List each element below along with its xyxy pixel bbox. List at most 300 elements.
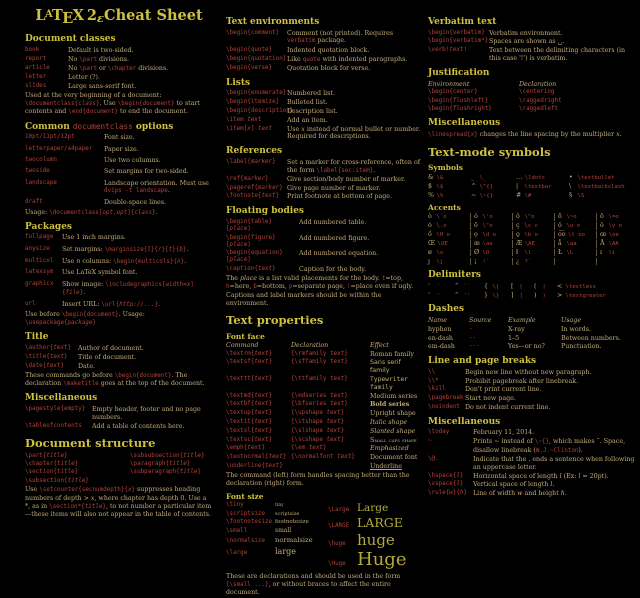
command-term: twocolumn <box>25 157 57 163</box>
column-left <box>25 0 213 520</box>
size-sample: LARGE <box>357 515 403 531</box>
command-term: letter <box>25 74 47 81</box>
symbol-command: \^o <box>524 214 535 221</box>
symbol-glyph: Å <box>600 240 605 248</box>
symbol-command: \'o <box>482 214 493 221</box>
command-desc: Don't print current line. <box>465 386 542 394</box>
symbol-command: \d o <box>482 232 496 239</box>
command-desc: Add an item. <box>287 116 328 124</box>
command-term <box>130 478 213 485</box>
symbol-command: \# <box>524 192 532 199</box>
symbol-glyph: # <box>516 191 522 199</box>
symbol-glyph: ” <box>455 291 459 299</box>
command-term: \part{title} <box>25 452 68 459</box>
command-desc: Quotation block for verse. <box>287 64 371 72</box>
symbol-glyph: ő <box>428 231 432 239</box>
symbol-cell <box>511 292 531 299</box>
symbol-cell <box>554 258 593 265</box>
section-heading: Miscellaneous <box>428 118 501 129</box>
command-term: \begin{verse} <box>226 64 273 71</box>
table-cell: \raggedright <box>519 97 562 104</box>
symbol-cell <box>596 231 635 238</box>
italic-arg: l <box>578 472 581 480</box>
inline-code: \label{sec:item} <box>316 167 374 174</box>
size-sample: scriptsize <box>275 510 300 517</box>
italic-arg: text <box>46 362 61 369</box>
symbol-command: \^{} <box>479 183 493 190</box>
command-term: \begin{description} <box>226 107 294 114</box>
symbol-cell <box>470 258 509 265</box>
symbol-glyph: } <box>484 291 489 299</box>
symbol-command: \ldots <box>524 174 546 181</box>
symbol-cell <box>470 231 509 238</box>
table-cell: hyphen <box>428 325 452 333</box>
section-heading: Dashes <box>428 304 465 315</box>
symbol-cell <box>484 292 508 299</box>
italic-arg: l <box>456 481 460 488</box>
size-sample: Large <box>357 502 389 515</box>
symbol-glyph: ) <box>534 291 537 299</box>
size-sample: huge <box>357 530 395 549</box>
command-term: \item text <box>226 116 262 123</box>
symbol-cell <box>428 283 452 290</box>
section-heading: Miscellaneous <box>428 416 501 427</box>
inline-code: \part <box>79 65 98 72</box>
command-term: report <box>25 55 47 62</box>
section-heading: Text-mode symbols <box>428 145 551 160</box>
italic-arg: l <box>559 472 562 480</box>
inline-code: W.J.~Clinton <box>535 447 579 454</box>
italic-arg: x <box>247 125 251 132</box>
symbol-command: \.o <box>436 223 447 230</box>
definition-list <box>428 30 635 63</box>
command-term: \date{text} <box>25 362 65 369</box>
font-size-left <box>226 502 320 557</box>
command-desc: Add numbered table. <box>299 218 367 226</box>
symbol-command: \"o <box>482 223 493 230</box>
command-term: \subsection{title} <box>25 477 89 484</box>
command-desc: Use two columns. <box>104 157 161 164</box>
table-header-cell: Command <box>226 341 259 349</box>
table-cell: \textit{text} <box>226 419 273 426</box>
symbol-cell <box>428 192 468 199</box>
section-heading: Accents <box>428 203 461 213</box>
symbol-command: \% <box>436 192 444 199</box>
symbol-glyph: ı <box>600 249 603 256</box>
italic-arg: text <box>254 436 269 443</box>
symbol-command: \OE <box>437 241 448 248</box>
italic-arg: x <box>90 494 95 502</box>
column-right <box>428 0 635 498</box>
italic-arg: text <box>257 125 273 132</box>
command-term: \vspace{l} <box>428 481 464 488</box>
table <box>428 317 635 351</box>
inline-code: \url{http://...} <box>101 301 159 308</box>
table-cell: Slanted shape <box>370 427 416 435</box>
table-cell: Emphasized <box>370 445 409 453</box>
inline-code: ! <box>346 284 351 291</box>
size-command: \Large <box>328 507 350 514</box>
symbol-cell <box>512 249 551 256</box>
italic-arg: text <box>247 116 262 123</box>
italic-arg: package <box>67 319 93 326</box>
italic-arg: marker <box>243 175 266 182</box>
command-term: slides <box>25 83 47 90</box>
command-term: \begin{enumerate} <box>226 90 287 97</box>
italic-arg: title <box>56 469 75 476</box>
definition-list <box>226 90 422 141</box>
command-term: \@. <box>428 455 439 462</box>
table-header-cell: Effect <box>370 341 389 349</box>
symbol-cell <box>554 213 593 220</box>
command-desc: Add a table of contents here. <box>92 422 185 430</box>
table-cell: {\normalfont text} <box>291 454 355 461</box>
table-cell: em-dash <box>428 343 455 351</box>
italic-arg: text <box>254 410 269 417</box>
symbol-command: ] <box>519 292 523 299</box>
command-term: \rule{w}{h} <box>428 490 468 497</box>
command-desc: Add numbered figure. <box>299 234 370 242</box>
inline-code: \~{} <box>534 439 550 446</box>
symbol-command: \ae <box>482 241 493 248</box>
size-command: \LARGE <box>328 523 350 530</box>
italic-arg: marker <box>257 184 280 191</box>
italic-arg: title <box>56 461 75 468</box>
symbol-grid <box>428 283 635 299</box>
italic-arg: text <box>330 392 345 399</box>
symbol-cell <box>512 213 551 220</box>
italic-arg: text <box>254 401 269 408</box>
command-term: \begin{verbatim} <box>428 29 485 36</box>
command-desc: Insert URL: \url{http://...}. <box>62 300 161 308</box>
section-heading: Document classes <box>25 34 116 45</box>
table-header-cell: Example <box>508 317 536 324</box>
note-paragraph: \linespread{x} changes the line spacing by the multiplier x. <box>428 130 622 138</box>
command-term: article <box>25 64 50 71</box>
definition-list <box>226 30 422 73</box>
table-header-cell: Source <box>469 317 492 324</box>
command-term: \hspace{l} <box>428 472 464 479</box>
symbol-glyph: ^ <box>471 182 477 190</box>
italic-arg: text <box>326 419 341 426</box>
symbol-command: \AA <box>608 241 619 248</box>
symbol-cell <box>428 249 467 256</box>
symbol-cell <box>470 240 509 247</box>
symbol-grid <box>428 213 635 265</box>
symbol-cell <box>470 213 509 220</box>
note-paragraph: The command (left) form handles spacing better than the declaration (right) form. <box>226 472 410 488</box>
command-term: multicol <box>25 257 54 264</box>
command-desc: February 11, 2014. <box>473 429 535 437</box>
italic-arg: text <box>247 445 262 452</box>
italic-arg: h <box>560 490 565 498</box>
table <box>226 342 422 471</box>
note-paragraph: Use before \begin{document}. Usage: \usepackage{package} <box>25 310 145 326</box>
symbol-command: \& <box>436 174 444 181</box>
italic-arg: text <box>330 376 345 383</box>
symbol-glyph: & <box>428 173 434 181</box>
italic-arg: text <box>261 193 276 200</box>
table-cell: In words. <box>561 325 591 333</box>
italic-arg: n <box>176 258 181 265</box>
italic-arg: title <box>84 503 103 510</box>
symbol-cell <box>428 222 467 229</box>
logo-lowered-e: E <box>62 10 74 28</box>
command-desc: Prints ~ instead of \~{}, which makes ˜. Space, disallow linebreak (W.J.~Clinton). <box>473 438 626 454</box>
symbol-command: \O <box>482 250 490 256</box>
symbol-command: \textbar <box>524 183 552 190</box>
table-cell: Punctuation. <box>561 343 602 351</box>
section-heading: Document structure <box>25 436 156 451</box>
symbol-cell <box>512 240 551 247</box>
note-paragraph: Use \setcounter{secnumdepth}{x} suppresses heading numbers of depth > x, where chapter has depth 0. Use a *, as in \section*{title}, to not number a particular item—these items will also not appear in the table of contents. <box>25 486 212 518</box>
symbol-command: \b o <box>524 232 538 239</box>
command-desc: Do not indent current line. <box>465 404 551 412</box>
table-cell: \textup{text} <box>226 410 273 417</box>
command-term: \subparagraph{title} <box>130 469 201 476</box>
symbol-command: \{ <box>492 284 500 290</box>
symbol-glyph: Œ <box>428 240 436 248</box>
size-sample: footnotesize <box>275 518 309 525</box>
table-cell: Between numbers. <box>561 334 621 342</box>
symbol-glyph: < <box>557 283 563 290</box>
command-term: \\ <box>428 368 436 375</box>
inline-code: \begin{document} <box>117 101 175 108</box>
section-heading: Packages <box>25 221 72 232</box>
symbol-glyph: å <box>558 240 562 248</box>
section-heading: Text properties <box>226 313 324 328</box>
symbol-cell <box>534 283 554 290</box>
symbol-command: ' <box>436 292 440 299</box>
command-desc: Print footnote at bottom of page. <box>287 193 392 201</box>
symbol-grid <box>428 174 635 199</box>
symbol-glyph: ‘ <box>428 283 431 290</box>
definition-list <box>25 345 213 370</box>
inline-code: dvips -t landscape <box>104 188 168 195</box>
symbol-command: ( <box>542 284 546 290</box>
table-cell: {\rmfamily text} <box>291 350 348 357</box>
size-command: \tiny <box>226 502 244 509</box>
symbol-cell <box>428 213 467 220</box>
command-desc: Set margins: \marginsize{l}{r}{t}{b}. <box>62 245 189 253</box>
italic-arg: place <box>229 226 248 233</box>
symbol-glyph: ( <box>534 283 537 290</box>
table-cell: Underline <box>370 463 402 471</box>
symbol-glyph: ~ <box>471 191 477 199</box>
inline-code: \linespread{x} <box>428 131 478 138</box>
symbol-glyph: ] <box>511 291 514 299</box>
command-term: \begin{quote} <box>226 46 273 53</box>
inline-code: b <box>253 284 257 291</box>
size-command: \Huge <box>328 561 346 568</box>
table-header-cell: Name <box>428 317 447 324</box>
command-desc: Begin new line without new paragraph. <box>465 368 592 376</box>
symbol-cell <box>596 240 635 247</box>
symbol-glyph: ø <box>428 249 432 256</box>
command-desc: Show image: \includegraphics[width=x]{file}. <box>62 280 194 296</box>
command-term: \paragraph{title} <box>130 461 191 468</box>
table-cell: \underline{text} <box>226 463 283 470</box>
inline-code: \setcounter{secnumdepth}{x} <box>39 487 136 494</box>
command-desc: No \part or \chapter divisions. <box>68 64 169 72</box>
symbol-cell <box>596 258 635 265</box>
symbol-cell <box>511 283 531 290</box>
command-term: landscape <box>25 179 57 186</box>
italic-arg: http://... <box>119 301 155 308</box>
size-sample: Huge <box>357 549 407 571</box>
table-cell: en-dash <box>428 334 453 342</box>
italic-arg: text <box>449 47 464 54</box>
command-term: \author{text} <box>25 344 72 351</box>
command-desc: Horizontal space of length l (Ex: l = 20pt). <box>473 472 609 480</box>
command-term: \begin{quotation} <box>226 55 287 62</box>
italic-arg: text <box>330 401 345 408</box>
italic-arg: title <box>67 477 86 484</box>
symbol-cell <box>516 192 566 199</box>
command-term: \section{title} <box>25 469 79 476</box>
symbol-glyph: Æ <box>516 240 523 248</box>
command-desc: Spaces are shown as ␣. <box>489 38 565 46</box>
symbol-command: \=o <box>608 214 619 221</box>
symbol-glyph: ç <box>516 222 520 230</box>
italic-arg: place <box>229 241 248 248</box>
command-desc: Set a marker for cross-reference, often of the form \label{sec:item}. <box>287 158 421 174</box>
command-desc: Indicate that the . ends a sentence when following an uppercase letter. <box>473 455 635 471</box>
symbol-cell <box>428 292 452 299</box>
symbol-glyph: Ł <box>558 249 563 256</box>
table-cell: \raggedleft <box>519 105 559 112</box>
italic-arg: text <box>337 454 352 461</box>
symbol-command: `` <box>463 284 471 290</box>
command-term: ~ <box>428 438 432 445</box>
command-desc: Empty header, footer and no page numbers. <box>92 406 201 421</box>
command-term: \today <box>428 429 450 436</box>
definition-list <box>226 219 422 274</box>
command-desc: Numbered list. <box>287 90 335 98</box>
symbol-glyph: Ø <box>474 249 480 256</box>
table-cell: {\itshape text} <box>291 419 345 426</box>
command-term: 10pt/11pt/12pt <box>25 134 75 141</box>
symbol-command: \aa <box>566 241 577 248</box>
symbol-command: \H o <box>436 232 450 239</box>
size-command: \huge <box>328 540 346 547</box>
command-desc: Like quote with indented paragraphs. <box>287 55 408 63</box>
note-paragraph: The place is a list valid placements for the body. t=top, h=here, b=bottom, p=separate page, !=place even if ugly. Captions and label markers should be within the environment. <box>226 275 414 307</box>
symbol-cell <box>428 174 468 181</box>
italic-arg: b <box>179 246 183 253</box>
symbol-cell <box>455 283 481 290</box>
note-paragraph: These commands go before \begin{document}. The declaration \maketitle goes at the top of the document. <box>25 371 205 388</box>
command-desc: Set margins for two-sided. <box>104 168 189 176</box>
table-cell: \begin{flushright} <box>428 105 492 112</box>
italic-arg: text <box>53 344 68 351</box>
symbol-cell <box>554 249 593 256</box>
command-term: \\* <box>428 377 439 384</box>
table-cell: Typewriter family <box>370 376 408 391</box>
symbol-glyph: “ <box>455 283 459 290</box>
symbol-command: '' <box>463 292 471 299</box>
command-desc: No \part divisions. <box>68 55 129 63</box>
symbol-glyph: ö <box>474 222 478 230</box>
table-cell: \textnormal{text} <box>226 454 287 461</box>
symbol-cell <box>428 258 467 265</box>
section-heading: Delimiters <box>428 270 482 281</box>
section-heading: Line and page breaks <box>428 356 537 367</box>
command-term: \title{text} <box>25 353 68 360</box>
note-paragraph: These are declarations and should be used in the form {\small ...}, or without braces to affect the entire document. <box>226 573 401 597</box>
table-cell: - <box>469 325 473 332</box>
symbol-cell <box>516 183 566 190</box>
inline-code: \end{document} <box>68 109 118 116</box>
italic-arg: text <box>265 463 280 470</box>
italic-arg: text <box>268 454 283 461</box>
two-column-command-list <box>25 453 213 485</box>
latex-logo: LATEX <box>35 7 84 28</box>
symbol-command: \$ <box>436 183 444 190</box>
symbol-cell <box>428 183 468 190</box>
italic-arg: title <box>46 452 65 459</box>
symbol-command: ) <box>542 292 546 299</box>
symbol-cell <box>471 183 513 190</box>
section-heading: Floating bodies <box>226 206 304 217</box>
symbol-glyph: | <box>516 182 519 190</box>
symbol-glyph: { <box>484 283 489 290</box>
table-cell: Upright shape <box>370 410 416 418</box>
command-desc: Use x instead of normal bullet or number. Required for descriptions. <box>287 125 421 141</box>
inline-code: \begin{multicols}{n} <box>113 258 185 265</box>
symbol-glyph: ò <box>428 213 432 221</box>
italic-arg: place <box>229 257 248 264</box>
italic-arg: text <box>254 392 269 399</box>
table-cell: \texttt{text} <box>226 376 273 383</box>
version: 2 <box>83 7 97 24</box>
symbol-glyph: õ <box>558 213 562 221</box>
command-term: \noindent <box>428 404 460 411</box>
italic-arg: h <box>459 490 464 497</box>
section-heading: Common documentclass options <box>25 121 174 132</box>
italic-arg: opt <box>116 209 128 216</box>
command-desc: Add numbered equation. <box>299 250 379 258</box>
size-sample: tiny <box>275 503 284 509</box>
section-heading: Justification <box>428 67 490 78</box>
command-term: \pagebreak <box>428 395 464 402</box>
italic-arg: text <box>254 419 269 426</box>
command-desc: Verbatim environment. <box>489 29 563 37</box>
command-desc: Paper size. <box>104 145 139 153</box>
command-desc: Author of document. <box>78 344 144 352</box>
table-cell: --- <box>469 343 480 350</box>
inline-code: verbatim <box>287 38 316 45</box>
symbol-command: \textbullet <box>577 174 615 181</box>
symbol-cell <box>484 283 508 290</box>
table-cell: {\sffamily text} <box>291 359 348 366</box>
symbol-cell <box>596 222 635 229</box>
table-cell: {\mdseries text} <box>291 392 348 399</box>
table-cell: -- <box>469 334 477 341</box>
command-term: \subsubsection{title} <box>130 452 205 459</box>
symbol-cell <box>554 222 593 229</box>
command-desc: Indented quotation block. <box>287 46 370 54</box>
symbol-glyph: æ <box>474 240 480 248</box>
symbol-glyph: ō <box>600 213 604 221</box>
title-rest: Cheat Sheet <box>104 7 203 24</box>
table <box>428 81 635 114</box>
italic-arg: x <box>301 125 305 133</box>
inline-code: \section*{title} <box>49 503 106 510</box>
symbol-glyph: _ <box>471 173 475 181</box>
symbol-cell <box>569 174 635 181</box>
symbol-cell <box>554 231 593 238</box>
